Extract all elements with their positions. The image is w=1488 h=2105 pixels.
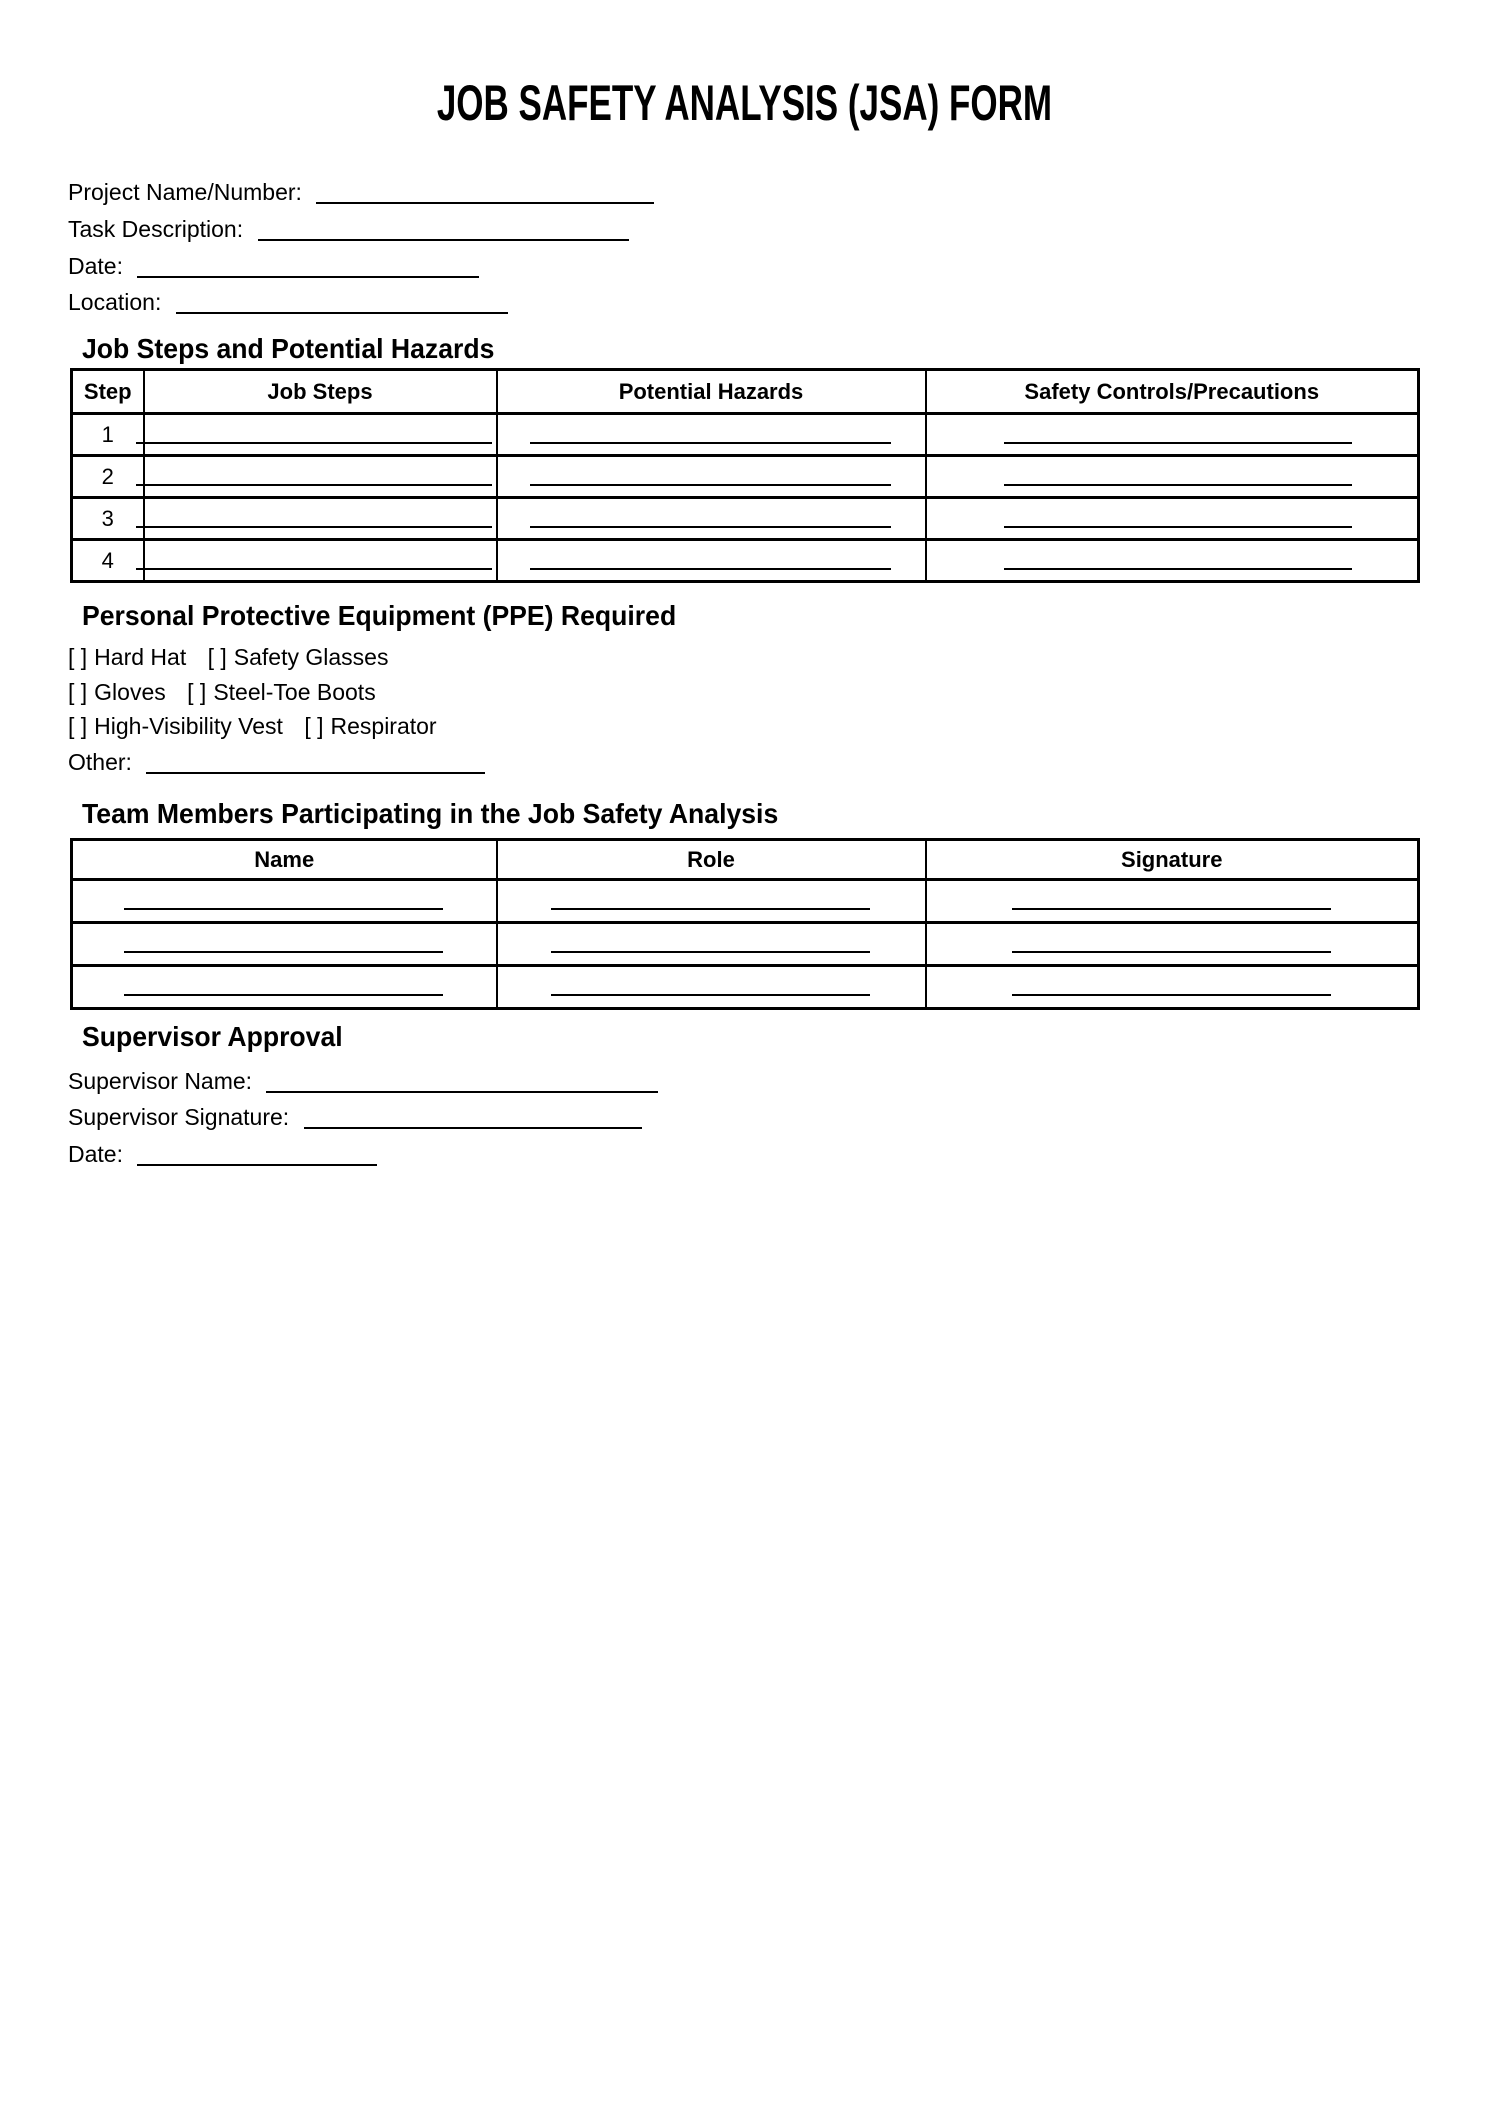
ppe-other-label: Other: <box>68 749 132 775</box>
team-header-row <box>72 840 1419 880</box>
blank-line[interactable] <box>551 951 870 953</box>
hazard-cell <box>497 498 926 540</box>
page-title-row <box>0 75 1488 131</box>
step-number: 1 <box>72 414 144 456</box>
col-header-potential-hazards: Potential Hazards <box>497 370 926 414</box>
blank-line[interactable] <box>530 568 891 570</box>
role-cell <box>497 923 926 966</box>
supervisor-name-row <box>68 1068 658 1096</box>
ppe-label-hi-vis-vest: High-Visibility Vest <box>94 713 283 739</box>
ppe-other-row <box>68 749 485 777</box>
blank-line[interactable] <box>136 568 492 570</box>
ppe-label-respirator: Respirator <box>330 713 437 739</box>
supervisor-date-blank[interactable] <box>137 1164 377 1166</box>
supervisor-signature-blank[interactable] <box>304 1127 642 1129</box>
ppe-item-steel-toe-boots <box>187 679 376 707</box>
ppe-label-gloves: Gloves <box>94 679 166 705</box>
job-steps-table <box>70 368 1420 583</box>
hazard-cell <box>497 540 926 582</box>
blank-line[interactable] <box>124 951 443 953</box>
location-label: Location: <box>68 289 162 315</box>
blank-line[interactable] <box>136 442 492 444</box>
blank-line[interactable] <box>551 908 870 910</box>
ppe-item-gloves <box>68 679 166 707</box>
table-row <box>72 880 1419 923</box>
step-number: 2 <box>72 456 144 498</box>
blank-line[interactable] <box>551 994 870 996</box>
blank-line[interactable] <box>1004 568 1353 570</box>
table-row <box>72 498 1419 540</box>
checkbox-gloves[interactable]: [ ] <box>68 679 88 705</box>
hazard-cell <box>497 456 926 498</box>
ppe-row-2 <box>68 679 376 707</box>
control-cell <box>926 540 1419 582</box>
blank-line[interactable] <box>1012 994 1331 996</box>
team-members-table <box>70 838 1420 1010</box>
checkbox-hard-hat[interactable]: [ ] <box>68 644 88 670</box>
supervisor-name-blank[interactable] <box>266 1091 658 1093</box>
table-row <box>72 923 1419 966</box>
ppe-label-steel-toe-boots: Steel-Toe Boots <box>213 679 376 705</box>
job-step-cell <box>144 540 497 582</box>
blank-line[interactable] <box>1004 442 1353 444</box>
project-name-row <box>68 179 654 207</box>
location-row <box>68 289 508 317</box>
date-label: Date: <box>68 253 123 279</box>
task-description-blank[interactable] <box>258 239 629 241</box>
ppe-heading: Personal Protective Equipment (PPE) Required <box>82 600 677 631</box>
ppe-item-safety-glasses <box>208 644 389 672</box>
date-row <box>68 253 479 281</box>
blank-line[interactable] <box>136 484 492 486</box>
checkbox-safety-glasses[interactable]: [ ] <box>207 644 227 670</box>
checkbox-hi-vis-vest[interactable]: [ ] <box>68 713 88 739</box>
blank-line[interactable] <box>136 526 492 528</box>
ppe-item-hard-hat <box>68 644 186 672</box>
table-row <box>72 414 1419 456</box>
blank-line[interactable] <box>1012 951 1331 953</box>
job-step-cell <box>144 498 497 540</box>
checkbox-steel-toe-boots[interactable]: [ ] <box>187 679 207 705</box>
col-header-job-steps: Job Steps <box>144 370 497 414</box>
blank-line[interactable] <box>1004 526 1353 528</box>
blank-line[interactable] <box>1012 908 1331 910</box>
name-cell <box>72 923 497 966</box>
name-cell <box>72 966 497 1009</box>
name-cell <box>72 880 497 923</box>
col-header-role: Role <box>497 840 926 880</box>
ppe-item-hi-vis-vest <box>68 713 283 741</box>
supervisor-signature-label: Supervisor Signature: <box>68 1104 290 1130</box>
job-step-cell <box>144 456 497 498</box>
project-name-label: Project Name/Number: <box>68 179 302 205</box>
role-cell <box>497 880 926 923</box>
hazard-cell <box>497 414 926 456</box>
ppe-label-safety-glasses: Safety Glasses <box>233 644 389 670</box>
supervisor-date-row <box>68 1141 377 1169</box>
control-cell <box>926 414 1419 456</box>
table-row <box>72 966 1419 1009</box>
role-cell <box>497 966 926 1009</box>
checkbox-respirator[interactable]: [ ] <box>304 713 324 739</box>
blank-line[interactable] <box>530 526 891 528</box>
col-header-name: Name <box>72 840 497 880</box>
control-cell <box>926 456 1419 498</box>
signature-cell <box>926 923 1419 966</box>
control-cell <box>926 498 1419 540</box>
task-description-label: Task Description: <box>68 216 244 242</box>
project-name-blank[interactable] <box>316 202 654 204</box>
table-row <box>72 540 1419 582</box>
blank-line[interactable] <box>530 442 891 444</box>
supervisor-signature-row <box>68 1104 642 1132</box>
blank-line[interactable] <box>530 484 891 486</box>
supervisor-date-label: Date: <box>68 1141 123 1167</box>
blank-line[interactable] <box>124 994 443 996</box>
ppe-row-1 <box>68 644 388 672</box>
ppe-other-blank[interactable] <box>146 772 485 774</box>
ppe-row-3 <box>68 713 437 741</box>
supervisor-heading: Supervisor Approval <box>82 1021 343 1052</box>
supervisor-name-label: Supervisor Name: <box>68 1068 253 1094</box>
team-heading: Team Members Participating in the Job Safety Analysis <box>82 798 779 829</box>
step-number: 4 <box>72 540 144 582</box>
table-row <box>72 456 1419 498</box>
signature-cell <box>926 880 1419 923</box>
location-blank[interactable] <box>176 312 508 314</box>
job-step-cell <box>144 414 497 456</box>
signature-cell <box>926 966 1419 1009</box>
page-title: JOB SAFETY ANALYSIS (JSA) FORM <box>436 75 1052 131</box>
step-number: 3 <box>72 498 144 540</box>
ppe-label-hard-hat: Hard Hat <box>94 644 187 670</box>
task-description-row <box>68 216 629 244</box>
date-blank[interactable] <box>137 276 479 278</box>
job-steps-heading: Job Steps and Potential Hazards <box>82 333 495 364</box>
ppe-item-respirator <box>304 713 436 741</box>
blank-line[interactable] <box>1004 484 1353 486</box>
col-header-step: Step <box>72 370 144 414</box>
col-header-signature: Signature <box>926 840 1419 880</box>
job-steps-header-row <box>72 370 1419 414</box>
col-header-safety-controls: Safety Controls/Precautions <box>926 370 1419 414</box>
blank-line[interactable] <box>124 908 443 910</box>
